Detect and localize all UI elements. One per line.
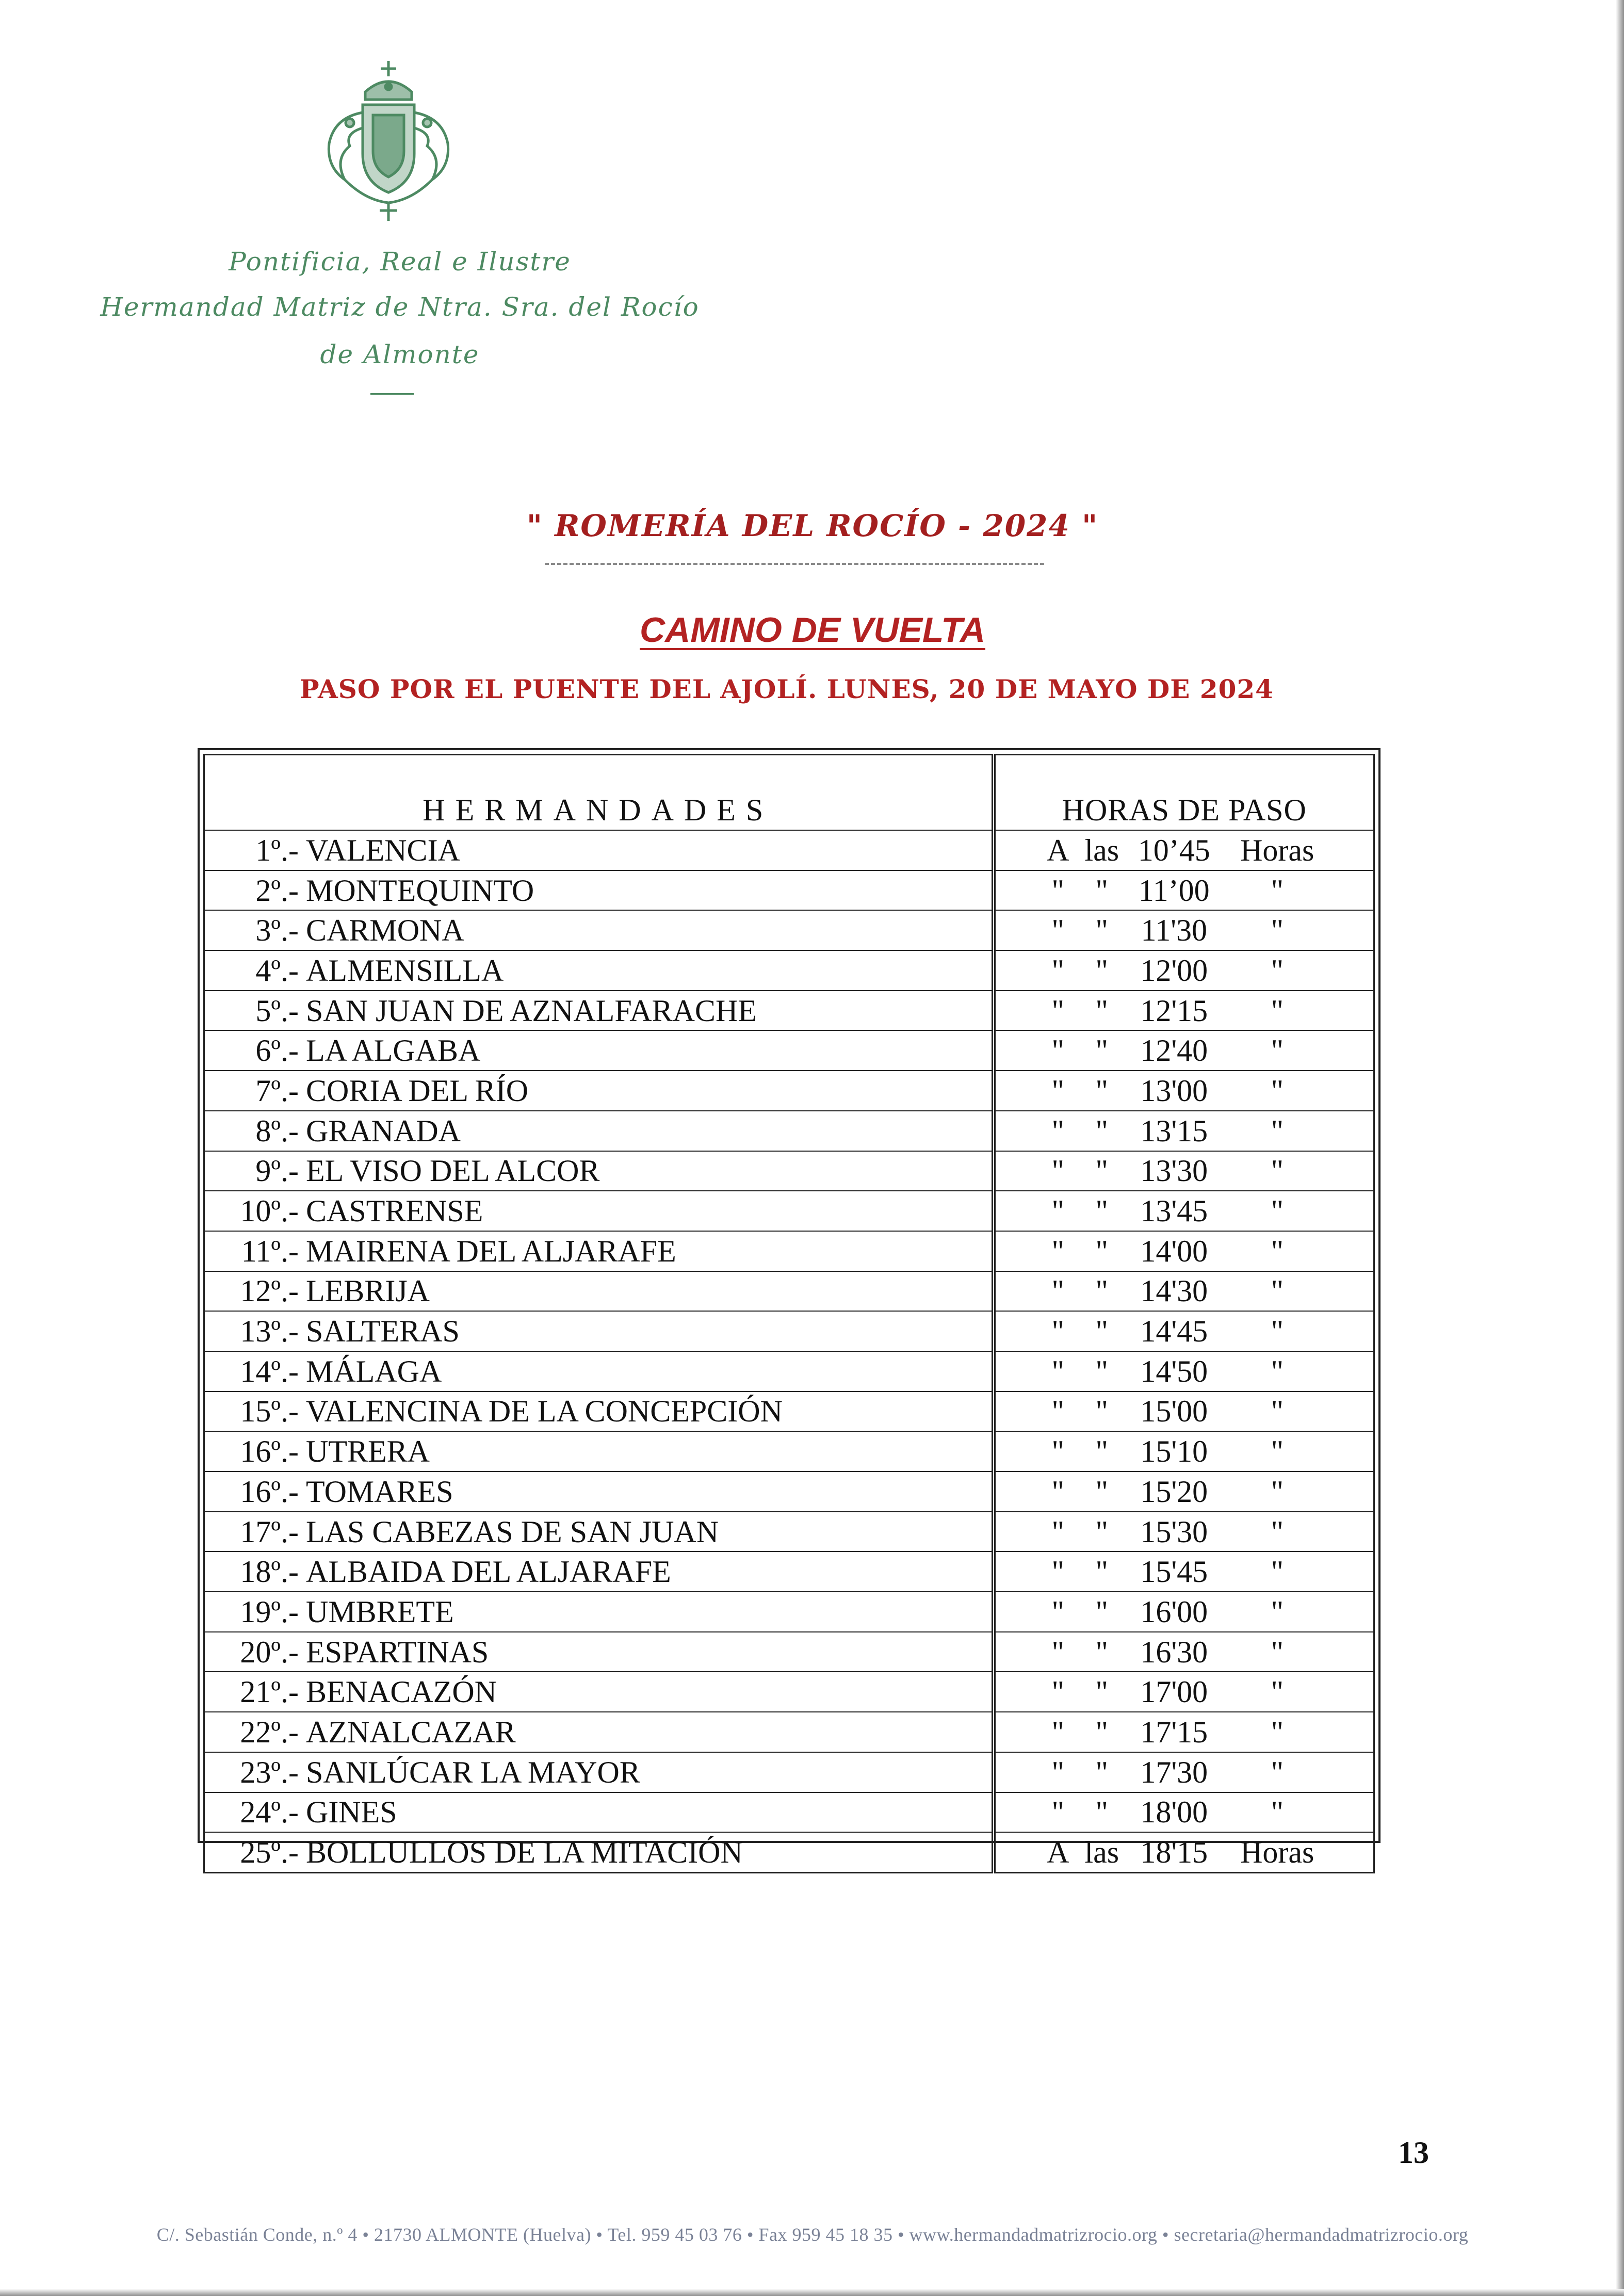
brotherhood-name: LAS CABEZAS DE SAN JUAN [306, 1514, 719, 1549]
brotherhood-cell [204, 1111, 994, 1151]
passage-time-cell [994, 1351, 1374, 1392]
passage-header: PASO POR EL PUENTE DEL AJOLÍ. LUNES, 20 DE MAYO DE 2024 [300, 674, 1274, 704]
brotherhood-cell [204, 830, 994, 870]
order-number: 6º.- [255, 1033, 299, 1068]
time-suffix: " [1271, 1755, 1284, 1789]
scan-edge-bottom [0, 2289, 1624, 2296]
time-preposition: " [1095, 1474, 1108, 1509]
order-number: 25º.- [240, 1835, 299, 1870]
brotherhood-cell [204, 1431, 994, 1472]
brotherhood-name-line1: Pontificia, Real e Ilustre [229, 247, 571, 277]
brotherhood-cell [204, 1752, 994, 1792]
passage-time-cell [994, 1792, 1374, 1833]
table-row [204, 1752, 1374, 1792]
brotherhood-name: SANLÚCAR LA MAYOR [306, 1755, 640, 1789]
brotherhood-cell [204, 1151, 994, 1191]
document-title: " ROMERÍA DEL ROCÍO - 2024 " [526, 508, 1099, 543]
table-row [204, 1632, 1374, 1672]
brotherhood-cell [204, 1832, 994, 1872]
time-preposition: " [1095, 993, 1108, 1028]
time-suffix: " [1271, 1033, 1284, 1068]
time-suffix: " [1271, 1354, 1284, 1388]
passage-time: 14'30 [1140, 1274, 1208, 1308]
order-number: 14º.- [240, 1354, 299, 1388]
brotherhood-name: VALENCINA DE LA CONCEPCIÓN [306, 1394, 783, 1429]
time-prefix: " [1051, 1514, 1064, 1549]
table-row [204, 1151, 1374, 1191]
brotherhood-name: ALBAIDA DEL ALJARAFE [306, 1555, 671, 1589]
document-subtitle: CAMINO DE VUELTA [640, 610, 985, 650]
time-suffix: " [1271, 993, 1284, 1028]
passage-time-cell [994, 1551, 1374, 1592]
time-suffix: " [1271, 1274, 1284, 1308]
time-suffix: " [1271, 1675, 1284, 1709]
brotherhood-name: VALENCIA [306, 833, 460, 867]
order-number: 12º.- [240, 1274, 299, 1308]
brotherhood-cell [204, 1271, 994, 1312]
schedule-table-frame [198, 748, 1381, 1870]
brotherhood-cell [204, 1472, 994, 1512]
passage-time: 15'10 [1140, 1434, 1208, 1469]
passage-time: 18'00 [1140, 1795, 1208, 1830]
time-preposition: " [1095, 1394, 1108, 1429]
brotherhood-name: TOMARES [306, 1474, 453, 1509]
time-suffix: " [1271, 1514, 1284, 1549]
time-preposition: " [1095, 1715, 1108, 1749]
brotherhood-cell [204, 1592, 994, 1632]
table-row [204, 1472, 1374, 1512]
time-prefix: A [1047, 833, 1069, 867]
table-row [204, 1431, 1374, 1472]
brotherhood-cell [204, 1632, 994, 1672]
brotherhood-cell [204, 1030, 994, 1071]
passage-time-cell [994, 1592, 1374, 1632]
brotherhood-name: BOLLULLOS DE LA MITACIÓN [306, 1835, 743, 1870]
footer-address: C/. Sebastián Conde, n.º 4 • 21730 ALMONTE (Huelva) • Tel. 959 45 03 76 • Fax 959 45 18 35 • www.hermandadmatrizrocio.org • secretaria@hermandadmatrizrocio.org [156, 2224, 1469, 2245]
brotherhood-name: MAIRENA DEL ALJARAFE [306, 1234, 676, 1268]
passage-time: 15'45 [1140, 1555, 1208, 1589]
passage-time: 17'30 [1140, 1755, 1208, 1789]
passage-time: 14'00 [1140, 1234, 1208, 1268]
time-prefix: A [1047, 1835, 1069, 1870]
time-suffix: " [1271, 1635, 1284, 1669]
passage-time: 13'30 [1140, 1154, 1208, 1188]
brotherhood-cell [204, 870, 994, 911]
time-suffix: " [1271, 1474, 1284, 1509]
passage-time-cell [994, 1752, 1374, 1792]
schedule-table [203, 754, 1375, 1873]
time-prefix: " [1051, 1715, 1064, 1749]
table-row [204, 1712, 1374, 1752]
order-number: 1º.- [255, 833, 299, 867]
brotherhood-name: CASTRENSE [306, 1194, 483, 1228]
table-row [204, 1512, 1374, 1552]
passage-time: 15'00 [1140, 1394, 1208, 1429]
order-number: 21º.- [240, 1675, 299, 1709]
time-suffix: " [1271, 1555, 1284, 1589]
table-row [204, 950, 1374, 991]
table-row [204, 910, 1374, 950]
time-prefix: " [1051, 1474, 1064, 1509]
time-prefix: " [1051, 1154, 1064, 1188]
passage-time-cell [994, 1311, 1374, 1351]
order-number: 17º.- [240, 1514, 299, 1549]
time-suffix: " [1271, 1113, 1284, 1148]
title-dashed-underline [545, 563, 1044, 565]
time-prefix: " [1051, 1635, 1064, 1669]
time-prefix: " [1051, 1033, 1064, 1068]
table-row [204, 1271, 1374, 1312]
time-suffix: " [1271, 913, 1284, 948]
time-suffix: " [1271, 1234, 1284, 1268]
passage-time: 17'15 [1140, 1715, 1208, 1749]
time-preposition: " [1095, 953, 1108, 988]
order-number: 16º.- [240, 1434, 299, 1469]
passage-time-cell [994, 1030, 1374, 1071]
page-number: 13 [1398, 2136, 1429, 2170]
passage-time: 12'40 [1140, 1033, 1208, 1068]
order-number: 2º.- [255, 873, 299, 908]
brotherhood-crest-icon [314, 56, 463, 226]
time-preposition: las [1084, 1835, 1119, 1870]
table-header-row [204, 755, 1374, 831]
brotherhood-cell [204, 1792, 994, 1833]
table-row [204, 1551, 1374, 1592]
table-row [204, 1191, 1374, 1231]
table-row [204, 1311, 1374, 1351]
time-prefix: " [1051, 1314, 1064, 1349]
table-row [204, 830, 1374, 870]
time-suffix: Horas [1240, 833, 1314, 867]
time-preposition: " [1095, 1154, 1108, 1188]
passage-time-cell [994, 1832, 1374, 1872]
passage-time: 17'00 [1140, 1675, 1208, 1709]
brotherhood-cell [204, 950, 994, 991]
order-number: 19º.- [240, 1594, 299, 1629]
passage-time-cell [994, 991, 1374, 1031]
passage-time-cell [994, 1672, 1374, 1712]
time-preposition: " [1095, 1434, 1108, 1469]
brotherhood-cell [204, 1512, 994, 1552]
table-row [204, 1071, 1374, 1111]
time-prefix: " [1051, 1675, 1064, 1709]
time-prefix: " [1051, 1594, 1064, 1629]
brotherhood-cell [204, 1672, 994, 1712]
passage-time-cell [994, 1472, 1374, 1512]
order-number: 13º.- [240, 1314, 299, 1349]
time-preposition: " [1095, 1274, 1108, 1308]
passage-time: 15'30 [1140, 1514, 1208, 1549]
time-suffix: " [1271, 1715, 1284, 1749]
passage-time-cell [994, 910, 1374, 950]
time-prefix: " [1051, 953, 1064, 988]
table-row [204, 1792, 1374, 1833]
time-suffix: " [1271, 1194, 1284, 1228]
passage-time-cell [994, 1231, 1374, 1271]
order-number: 18º.- [240, 1555, 299, 1589]
order-number: 7º.- [255, 1073, 299, 1108]
brotherhood-name: GRANADA [306, 1113, 461, 1148]
table-row [204, 1672, 1374, 1712]
column-header-brotherhoods: HERMANDADES [204, 755, 994, 831]
time-prefix: " [1051, 1555, 1064, 1589]
time-preposition: " [1095, 913, 1108, 948]
time-prefix: " [1051, 993, 1064, 1028]
scan-edge-right [1616, 0, 1624, 2296]
passage-time: 12'15 [1140, 993, 1208, 1028]
brotherhood-name: SALTERAS [306, 1314, 460, 1349]
passage-time: 11'30 [1141, 913, 1208, 948]
brotherhood-cell [204, 1551, 994, 1592]
time-suffix: " [1271, 1394, 1284, 1429]
passage-time: 12'00 [1140, 953, 1208, 988]
brotherhood-name: ALMENSILLA [306, 953, 504, 988]
passage-time: 11’00 [1138, 873, 1210, 908]
brotherhood-name: BENACAZÓN [306, 1675, 497, 1709]
time-preposition: " [1095, 1354, 1108, 1388]
time-preposition: " [1095, 1755, 1108, 1789]
brotherhood-name: CARMONA [306, 913, 464, 948]
brotherhood-cell [204, 1392, 994, 1432]
passage-time-cell [994, 1512, 1374, 1552]
time-prefix: " [1051, 1795, 1064, 1830]
table-row [204, 870, 1374, 911]
time-preposition: " [1095, 1033, 1108, 1068]
table-row [204, 1832, 1374, 1872]
passage-time: 13'00 [1140, 1073, 1208, 1108]
brotherhood-name: LEBRIJA [306, 1274, 430, 1308]
time-prefix: " [1051, 1194, 1064, 1228]
table-row [204, 1351, 1374, 1392]
order-number: 23º.- [240, 1755, 299, 1789]
brotherhood-cell [204, 1191, 994, 1231]
time-suffix: " [1271, 1795, 1284, 1830]
brotherhood-cell [204, 991, 994, 1031]
brotherhood-cell [204, 1311, 994, 1351]
time-preposition: " [1095, 1073, 1108, 1108]
time-preposition: " [1095, 1314, 1108, 1349]
passage-time-cell [994, 1191, 1374, 1231]
time-prefix: " [1051, 1073, 1064, 1108]
passage-time: 13'45 [1140, 1194, 1208, 1228]
order-number: 15º.- [240, 1394, 299, 1429]
order-number: 24º.- [240, 1795, 299, 1830]
time-preposition: " [1095, 1594, 1108, 1629]
passage-time-cell [994, 1111, 1374, 1151]
time-suffix: " [1271, 1154, 1284, 1188]
time-prefix: " [1051, 1755, 1064, 1789]
brotherhood-cell [204, 910, 994, 950]
time-suffix: " [1271, 1594, 1284, 1629]
passage-time: 10’45 [1138, 833, 1210, 867]
table-row [204, 1231, 1374, 1271]
passage-time-cell [994, 1071, 1374, 1111]
brotherhood-cell [204, 1071, 994, 1111]
brotherhood-cell [204, 1231, 994, 1271]
passage-time-cell [994, 1151, 1374, 1191]
time-suffix: " [1271, 1314, 1284, 1349]
order-number: 16º.- [240, 1474, 299, 1509]
order-number: 11º.- [241, 1234, 299, 1268]
passage-time: 16'30 [1140, 1635, 1208, 1669]
passage-time-cell [994, 1431, 1374, 1472]
passage-time-cell [994, 950, 1374, 991]
brotherhood-name: EL VISO DEL ALCOR [306, 1154, 600, 1188]
brotherhood-name: MÁLAGA [306, 1354, 442, 1388]
passage-time: 14'50 [1140, 1354, 1208, 1388]
time-preposition: " [1095, 1675, 1108, 1709]
order-number: 22º.- [240, 1715, 299, 1749]
brotherhood-name: LA ALGABA [306, 1033, 481, 1068]
time-prefix: " [1051, 1274, 1064, 1308]
time-preposition: " [1095, 1234, 1108, 1268]
order-number: 4º.- [255, 953, 299, 988]
brotherhood-name: UMBRETE [306, 1594, 454, 1629]
time-prefix: " [1051, 1113, 1064, 1148]
brotherhood-name: GINES [306, 1795, 397, 1830]
passage-time: 14'45 [1140, 1314, 1208, 1349]
table-row [204, 1592, 1374, 1632]
time-prefix: " [1051, 1354, 1064, 1388]
brotherhood-name: MONTEQUINTO [306, 873, 534, 908]
passage-time: 16'00 [1140, 1594, 1208, 1629]
time-preposition: " [1095, 1795, 1108, 1830]
order-number: 5º.- [255, 993, 299, 1028]
passage-time: 15'20 [1140, 1474, 1208, 1509]
order-number: 10º.- [240, 1194, 299, 1228]
order-number: 3º.- [255, 913, 299, 948]
time-preposition: " [1095, 1635, 1108, 1669]
passage-time-cell [994, 1632, 1374, 1672]
time-prefix: " [1051, 1234, 1064, 1268]
passage-time: 13'15 [1140, 1113, 1208, 1148]
passage-time-cell [994, 1712, 1374, 1752]
brotherhood-name: ESPARTINAS [306, 1635, 489, 1669]
column-header-times: HORAS DE PASO [994, 755, 1374, 831]
order-number: 9º.- [255, 1154, 299, 1188]
brotherhood-cell [204, 1712, 994, 1752]
time-suffix: " [1271, 1073, 1284, 1108]
order-number: 20º.- [240, 1635, 299, 1669]
passage-time-cell [994, 830, 1374, 870]
order-number: 8º.- [255, 1113, 299, 1148]
brotherhood-name: AZNALCAZAR [306, 1715, 516, 1749]
table-row [204, 991, 1374, 1031]
time-suffix: " [1271, 953, 1284, 988]
brotherhood-cell [204, 1351, 994, 1392]
table-row [204, 1030, 1374, 1071]
time-preposition: " [1095, 1555, 1108, 1589]
table-row [204, 1111, 1374, 1151]
time-preposition: " [1095, 1194, 1108, 1228]
brotherhood-name-line3: de Almonte [320, 339, 480, 369]
time-prefix: " [1051, 1394, 1064, 1429]
time-preposition: " [1095, 873, 1108, 908]
time-preposition: " [1095, 1113, 1108, 1148]
brotherhood-name: SAN JUAN DE AZNALFARACHE [306, 993, 757, 1028]
brotherhood-name: UTRERA [306, 1434, 430, 1469]
brotherhood-rule [370, 393, 414, 395]
time-prefix: " [1051, 913, 1064, 948]
time-preposition: las [1084, 833, 1119, 867]
time-suffix: Horas [1240, 1835, 1314, 1870]
time-suffix: " [1271, 1434, 1284, 1469]
time-preposition: " [1095, 1514, 1108, 1549]
time-prefix: " [1051, 873, 1064, 908]
passage-time-cell [994, 870, 1374, 911]
brotherhood-name-line2: Hermandad Matriz de Ntra. Sra. del Rocío [100, 292, 700, 322]
table-row [204, 1392, 1374, 1432]
time-suffix: " [1271, 873, 1284, 908]
time-prefix: " [1051, 1434, 1064, 1469]
passage-time-cell [994, 1392, 1374, 1432]
passage-time-cell [994, 1271, 1374, 1312]
passage-time: 18'15 [1140, 1835, 1208, 1870]
brotherhood-name: CORIA DEL RÍO [306, 1073, 529, 1108]
